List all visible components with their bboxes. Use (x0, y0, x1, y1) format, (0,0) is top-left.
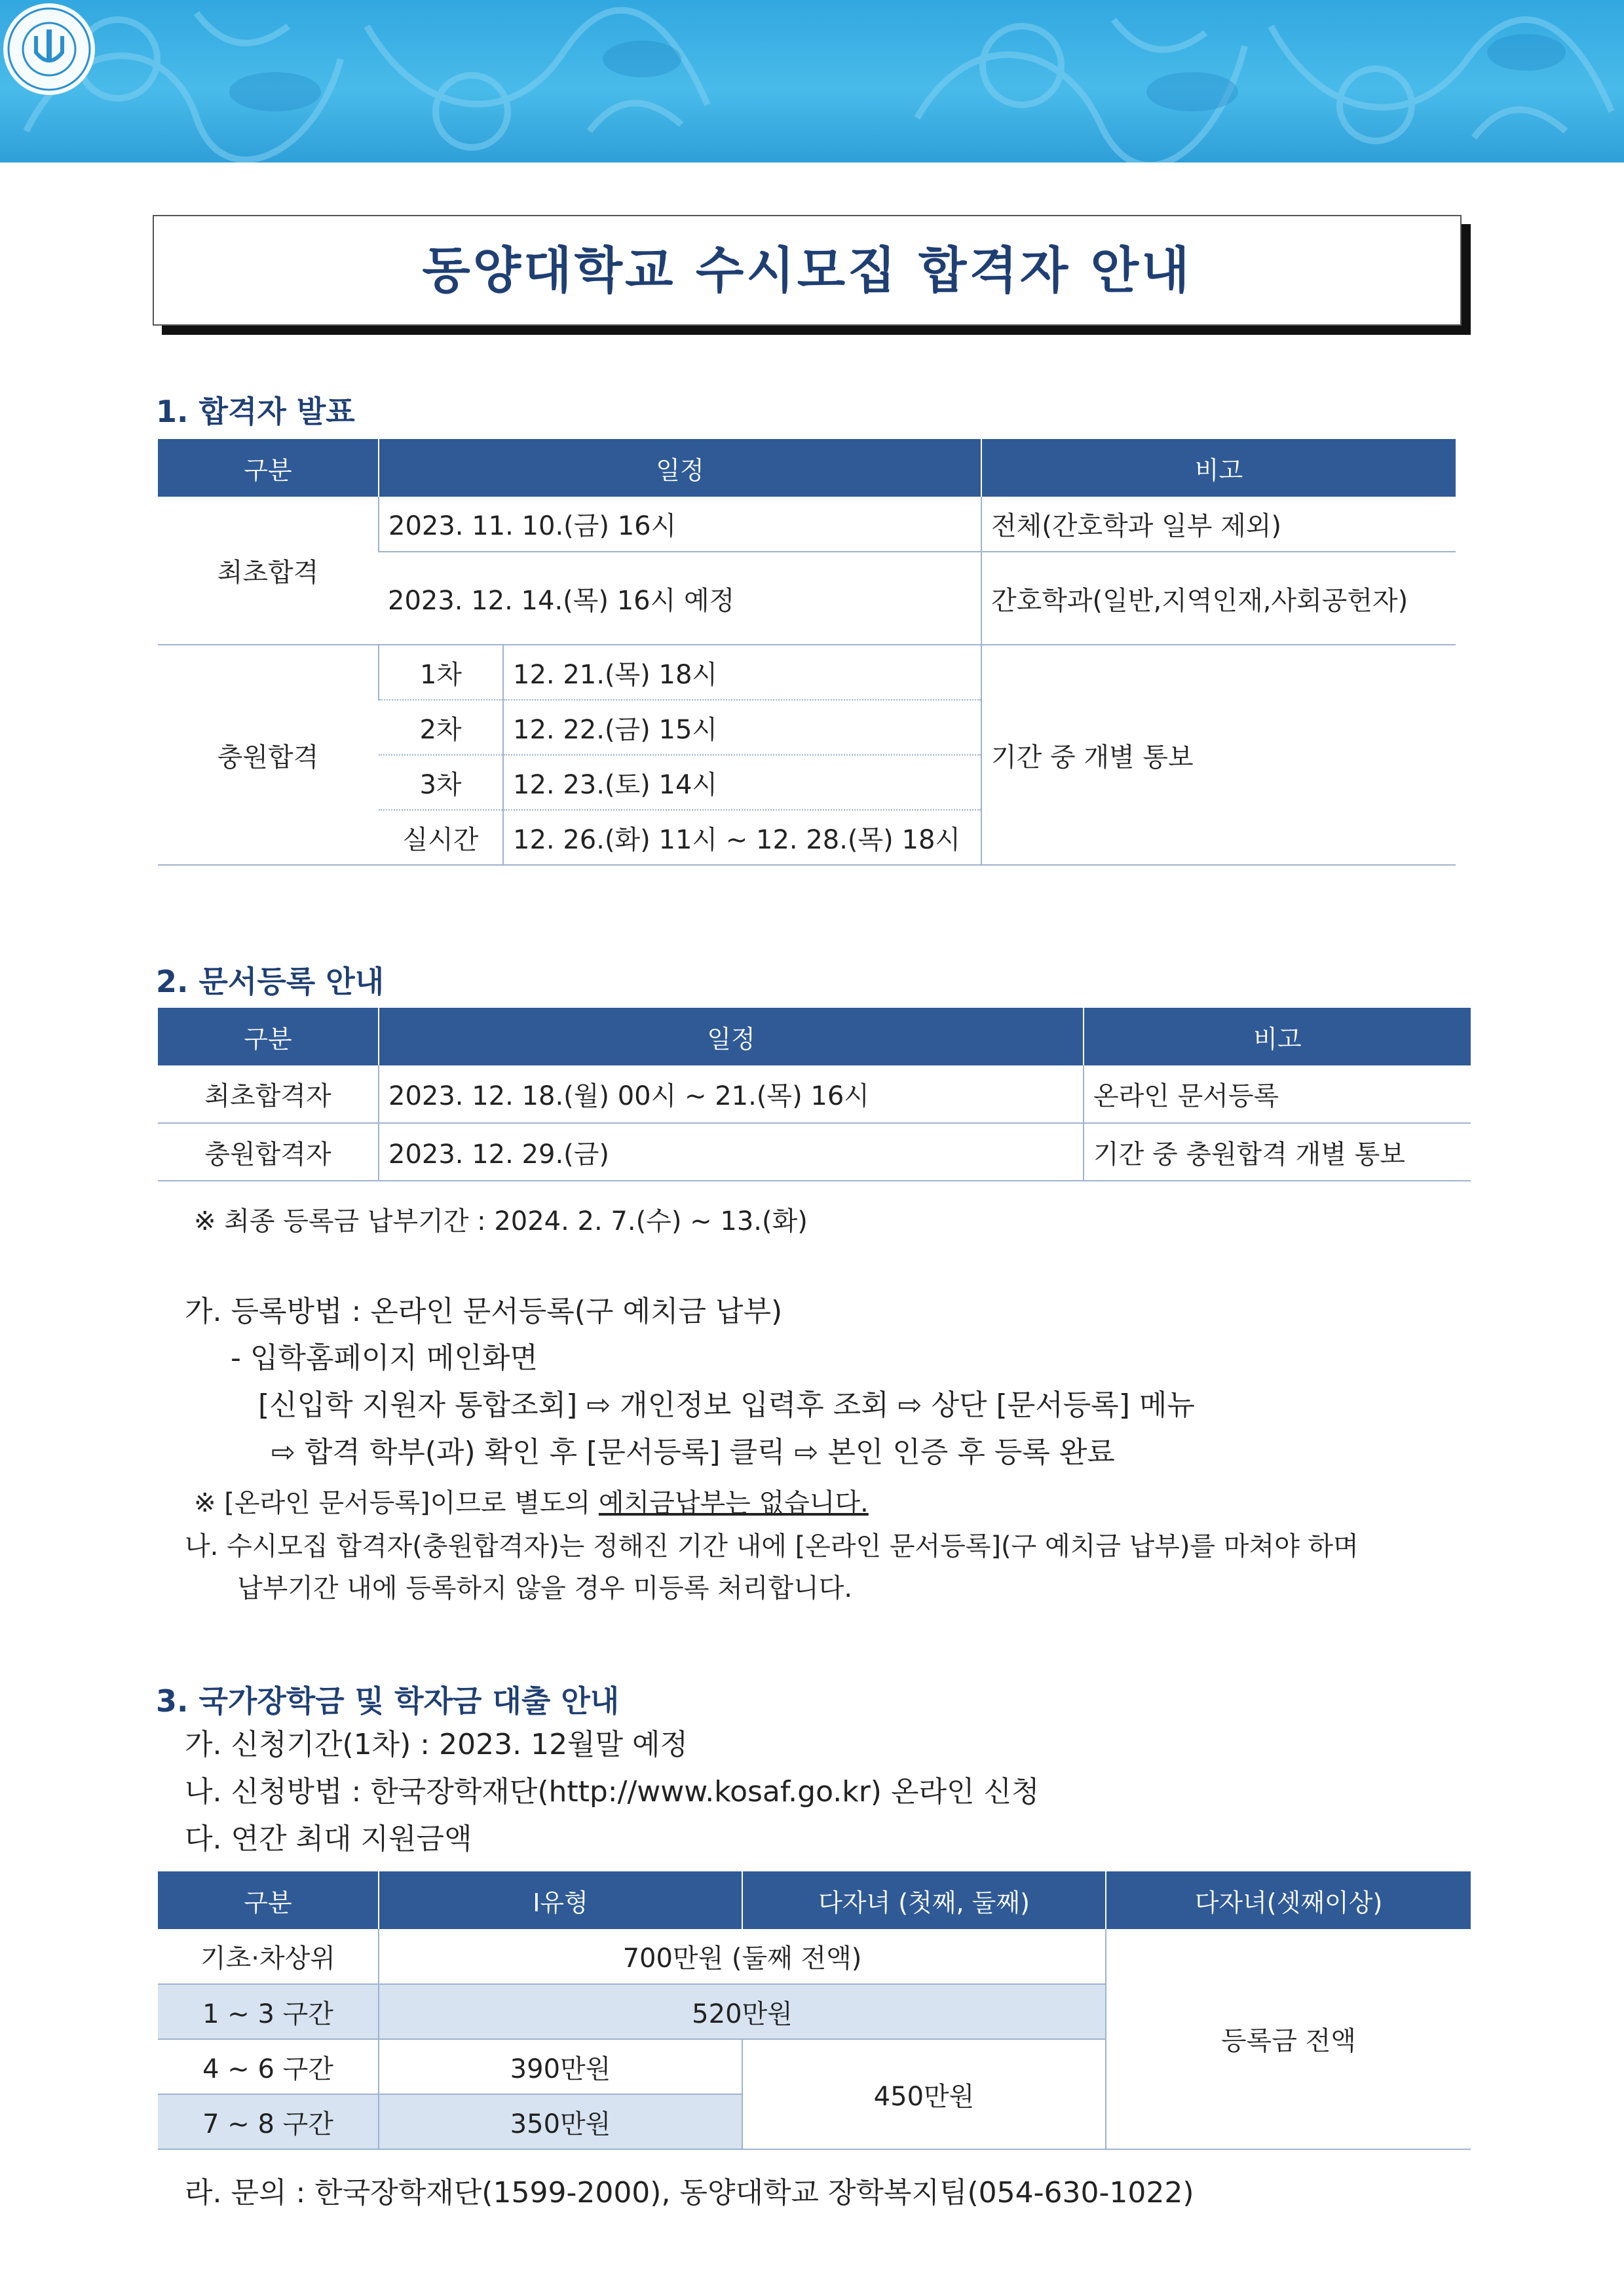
reg-date-1: 2023. 12. 18.(월) 00시 ~ 21.(목) 16시 (379, 1065, 1084, 1123)
round-2: 2차 (379, 700, 503, 755)
page-title: 동양대학교 수시모집 합격자 안내 (422, 241, 1192, 299)
table-row (158, 1929, 1471, 1984)
tier-4-6-value: 390만원 (379, 2039, 742, 2094)
round-3-date: 12. 23.(토) 14시 (503, 755, 981, 810)
tier-basic: 기초·차상위 (158, 1929, 379, 1984)
table-row (158, 497, 1456, 552)
col-third-child: 다자녀(셋째이상) (1106, 1871, 1471, 1929)
col-note: 비고 (1084, 1008, 1471, 1065)
col-note: 비고 (981, 439, 1456, 497)
tier-7-8-value: 350만원 (379, 2094, 742, 2149)
method-step-3: ⇨ 합격 학부(과) 확인 후 [문서등록] 클릭 ⇨ 본인 인증 후 등록 완료 (271, 1436, 1115, 1469)
method-title: 가. 등록방법 : 온라인 문서등록(구 예치금 납부) (185, 1295, 783, 1328)
apply-period: 가. 신청기간(1차) : 2023. 12월말 예정 (185, 1728, 689, 1761)
col-type-1: Ⅰ유형 (379, 1871, 742, 1929)
tier-7-8: 7 ~ 8 구간 (158, 2094, 379, 2149)
round-realtime-date: 12. 26.(화) 11시 ~ 12. 28.(목) 18시 (503, 810, 981, 865)
round-realtime: 실시간 (379, 810, 503, 865)
method-step-1: - 입학홈페이지 메인화면 (231, 1341, 538, 1375)
col-category: 구분 (158, 1871, 379, 1929)
col-schedule: 일정 (379, 1008, 1084, 1065)
reg-note-2: 기간 중 충원합격 개별 통보 (1084, 1123, 1471, 1181)
table-header-row (158, 439, 1456, 497)
max-support-title: 다. 연간 최대 지원금액 (185, 1822, 472, 1856)
table-row (158, 1065, 1471, 1123)
initial-date-2: 2023. 12. 14.(목) 16시 예정 (379, 552, 981, 645)
initial-note-1: 전체(간호학과 일부 제외) (981, 497, 1456, 552)
registration-table (158, 1008, 1471, 1181)
reg-type-1: 최초합격자 (158, 1065, 379, 1123)
method-step-2: [신입학 지원자 통합조회] ⇨ 개인정보 입력후 조회 ⇨ 상단 [문서등록] 메뉴 (258, 1388, 1195, 1422)
reg-date-2: 2023. 12. 29.(금) (379, 1123, 1084, 1181)
col-schedule: 일정 (379, 439, 981, 497)
section-3-heading: 3. 국가장학금 및 학자금 대출 안내 (156, 1683, 620, 1719)
scholarship-table (158, 1871, 1471, 2150)
banner-pattern (0, 0, 1624, 163)
extra-note: 기간 중 개별 통보 (981, 645, 1456, 865)
row-label-extra: 충원합격 (158, 645, 379, 865)
tier-1-3-value: 520만원 (379, 1984, 1106, 2039)
tier-basic-value: 700만원 (둘째 전액) (379, 1929, 1106, 1984)
third-child-value: 등록금 전액 (1106, 1929, 1471, 2149)
university-emblem-icon (0, 0, 98, 98)
round-3: 3차 (379, 755, 503, 810)
paragraph-b-line-1: 나. 수시모집 합격자(충원합격자)는 정해진 기간 내에 [온라인 문서등록](구 예치금 납부)를 마쳐야 하며 (185, 1531, 1359, 1561)
announcement-table (158, 439, 1456, 866)
initial-date-1: 2023. 11. 10.(금) 16시 (379, 497, 981, 552)
table-header-row (158, 1871, 1471, 1929)
apply-method: 나. 신청방법 : 한국장학재단(http://www.kosaf.go.kr) 온라인 신청 (185, 1775, 1040, 1808)
col-category: 구분 (158, 1008, 379, 1065)
reg-note-1: 온라인 문서등록 (1084, 1065, 1471, 1123)
title-box (153, 215, 1462, 326)
table-row (158, 1123, 1471, 1181)
deposit-note (194, 1482, 869, 1520)
col-multi-child: 다자녀 (첫째, 둘째) (742, 1871, 1106, 1929)
section-1-heading: 1. 합격자 발표 (156, 394, 355, 429)
section-2-heading: 2. 문서등록 안내 (156, 964, 385, 999)
round-1-date: 12. 21.(목) 18시 (503, 645, 981, 700)
reg-type-2: 충원합격자 (158, 1123, 379, 1181)
table-header-row (158, 1008, 1471, 1065)
col-category: 구분 (158, 439, 379, 497)
row-label-initial: 최초합격 (158, 497, 379, 645)
round-2-date: 12. 22.(금) 15시 (503, 700, 981, 755)
multi-child-value: 450만원 (742, 2039, 1106, 2149)
tier-4-6: 4 ~ 6 구간 (158, 2039, 379, 2094)
initial-note-2: 간호학과(일반,지역인재,사회공헌자) (981, 552, 1456, 645)
tier-1-3: 1 ~ 3 구간 (158, 1984, 379, 2039)
header-banner (0, 0, 1624, 163)
round-1: 1차 (379, 645, 503, 700)
contact-info: 라. 문의 : 한국장학재단(1599-2000), 동양대학교 장학복지팀(054-630-1022) (185, 2176, 1194, 2210)
deposit-note-emphasis: 예치금납부는 없습니다. (598, 1488, 869, 1518)
paragraph-b-line-2: 납부기간 내에 등록하지 않을 경우 미등록 처리합니다. (237, 1573, 853, 1603)
deposit-note-text: ※ [온라인 문서등록]이므로 별도의 (194, 1488, 599, 1518)
table-row (158, 645, 1456, 700)
payment-note: ※ 최종 등록금 납부기간 : 2024. 2. 7.(수) ~ 13.(화) (194, 1206, 808, 1236)
